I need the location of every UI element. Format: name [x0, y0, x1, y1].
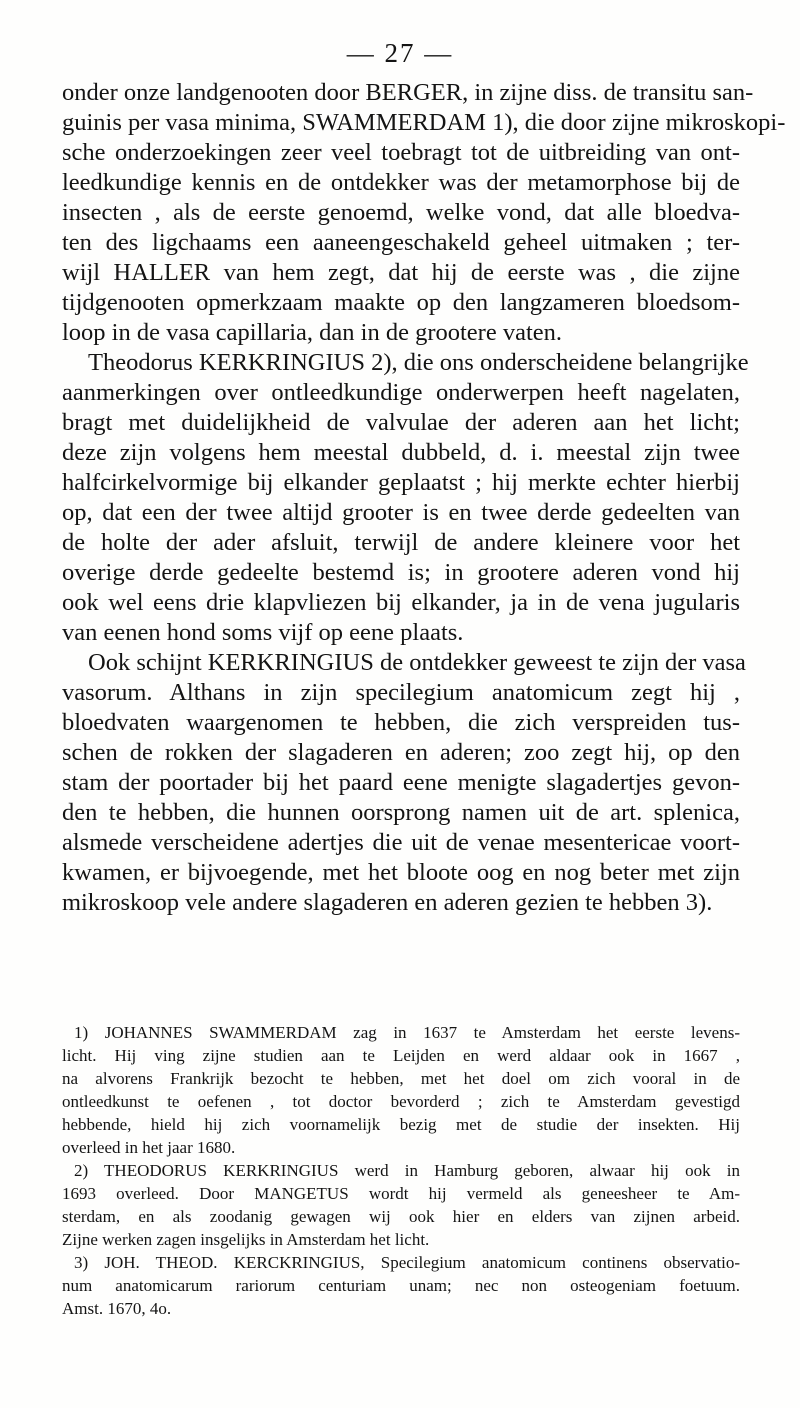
body-line: vasorum. Althans in zijn specilegium anatomicum zegt hij , — [62, 679, 740, 706]
footnote-line: 2) THEODORUS KERKRINGIUS werd in Hamburg geboren, alwaar hij ook in — [74, 1161, 740, 1180]
footnote-line: 1) JOHANNES SWAMMERDAM zag in 1637 te Amsterdam het eerste levens- — [74, 1023, 740, 1042]
footnote-line: Amst. 1670, 4o. — [62, 1299, 172, 1318]
footnote-line: overleed in het jaar 1680. — [62, 1138, 236, 1157]
body-line: de holte der ader afsluit, terwijl de andere kleinere voor het — [62, 529, 740, 556]
body-line: insecten , als de eerste genoemd, welke vond, dat alle bloedva- — [62, 199, 740, 226]
footnote-line: na alvorens Frankrijk bezocht te hebben, met het doel om zich vooral in de — [62, 1069, 740, 1088]
body-line: tijdgenooten opmerkzaam maakte op den langzameren bloedsom- — [62, 289, 740, 316]
body-line: ten des ligchaams een aaneengeschakeld geheel uitmaken ; ter- — [62, 229, 740, 256]
body-line: bloedvaten waargenomen te hebben, die zich verspreiden tus- — [62, 709, 740, 736]
body-line: op, dat een der twee altijd grooter is en twee derde gedeelten van — [62, 499, 740, 526]
footnotes — [62, 1021, 740, 1320]
body-text — [62, 78, 786, 918]
body-line: den te hebben, die hunnen oorsprong namen uit de art. splenica, — [62, 799, 740, 826]
body-line: wijl HALLER van hem zegt, dat hij de eerste was , die zijne — [62, 259, 740, 286]
body-line: guinis per vasa minima, SWAMMERDAM 1), die door zijne mikroskopi- — [62, 109, 786, 136]
body-line: onder onze landgenooten door BERGER, in zijne diss. de transitu san- — [62, 79, 754, 106]
footnote-line: 1693 overleed. Door MANGETUS wordt hij vermeld als geneesheer te Am- — [62, 1184, 740, 1203]
body-line: deze zijn volgens hem meestal dubbeld, d. i. meestal zijn twee — [62, 439, 740, 466]
page-number: — 27 — — [346, 38, 454, 68]
footnote-line: 3) JOH. THEOD. KERCKRINGIUS, Specilegium anatomicum continens observatio- — [74, 1253, 740, 1272]
body-line: loop in de vasa capillaria, dan in de grootere vaten. — [62, 319, 563, 346]
body-line: mikroskoop vele andere slagaderen en aderen gezien te hebben 3). — [62, 889, 713, 916]
footnote-line: Zijne werken zagen insgelijks in Amsterdam het licht. — [62, 1230, 430, 1249]
body-line: van eenen hond soms vijf op eene plaats. — [62, 619, 464, 646]
body-line: overige derde gedeelte bestemd is; in grootere aderen vond hij — [62, 559, 740, 586]
footnote-line: sterdam, en als zoodanig gewagen wij ook hier en elders van zijnen arbeid. — [62, 1207, 740, 1226]
body-line: halfcirkelvormige bij elkander geplaatst ; hij merkte echter hierbij — [62, 469, 740, 496]
body-line: alsmede verscheidene adertjes die uit de venae mesentericae voort- — [62, 829, 740, 856]
body-line: Ook schijnt KERKRINGIUS de ontdekker geweest te zijn der vasa — [88, 649, 746, 676]
body-line: aanmerkingen over ontleedkundige onderwerpen heeft nagelaten, — [62, 379, 740, 406]
body-line: kwamen, er bijvoegende, met het bloote oog en nog beter met zijn — [62, 859, 740, 886]
footnote-line: ontleedkunst te oefenen , tot doctor bevorderd ; zich te Amsterdam gevestigd — [62, 1092, 740, 1111]
body-line: sche onderzoekingen zeer veel toebragt tot de uitbreiding van ont- — [62, 139, 740, 166]
body-line: Theodorus KERKRINGIUS 2), die ons onderscheidene belangrijke — [88, 349, 749, 376]
body-line: leedkundige kennis en de ontdekker was der metamorphose bij de — [62, 169, 740, 196]
footnote-line: licht. Hij ving zijne studien aan te Leijden en werd aldaar ook in 1667 , — [62, 1046, 740, 1065]
body-line: schen de rokken der slagaderen en aderen; zoo zegt hij, op den — [62, 739, 740, 766]
footnote-line: hebbende, hield hij zich voornamelijk bezig met de studie der insekten. Hij — [62, 1115, 740, 1134]
footnote-line: num anatomicarum rariorum centuriam unam; nec non osteogeniam foetuum. — [62, 1276, 740, 1295]
body-line: bragt met duidelijkheid de valvulae der aderen aan het licht; — [62, 409, 740, 436]
body-line: ook wel eens drie klapvliezen bij elkander, ja in de vena jugularis — [62, 589, 740, 616]
body-line: stam der poortader bij het paard eene menigte slagadertjes gevon- — [62, 769, 740, 796]
